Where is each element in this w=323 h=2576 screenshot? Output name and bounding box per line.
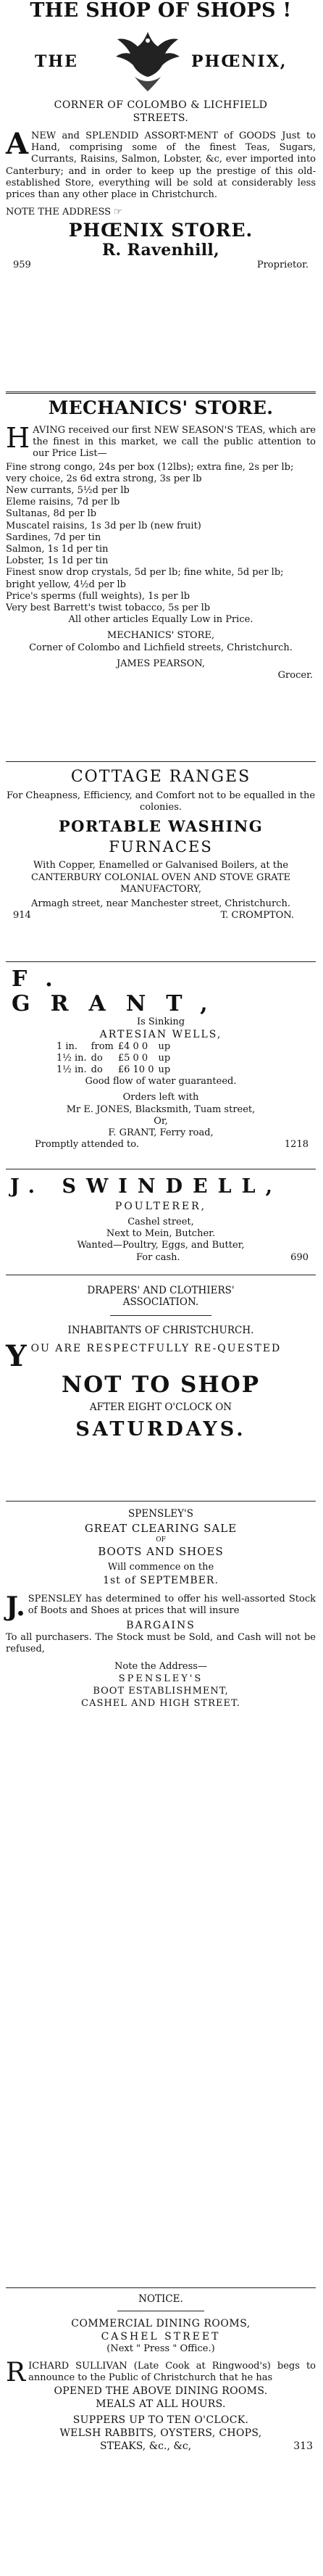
spensley-line5: Will commence on the xyxy=(107,1562,214,1573)
mechanics-advertisement xyxy=(6,397,316,682)
price-item: Muscatel raisins, 1s 3d per lb (new fruit) xyxy=(6,520,201,531)
dining-rooms-advertisement xyxy=(6,2293,316,2453)
drapers-line3: INHABITANTS OF CHRISTCHURCH. xyxy=(67,1325,254,1336)
drapers-line5: AFTER EIGHT O'CLOCK ON xyxy=(89,1401,232,1413)
grant-line2: ARTESIAN WELLS, xyxy=(99,1029,222,1041)
table-row: 1½ in. do £5 0 0 up xyxy=(56,1053,171,1064)
notice-line3: CASHEL STREET xyxy=(101,2331,221,2343)
phoenix-logo-row xyxy=(6,22,316,94)
mechanics-address: Corner of Colombo and Lichfield streets, Christchurch. xyxy=(29,642,293,653)
cottage-line2: With Copper, Enamelled or Galvanised Boilers, at the xyxy=(33,860,289,871)
divider xyxy=(6,961,316,962)
price-item: All other articles Equally Low in Price. xyxy=(68,614,253,626)
spensley-body2: To all purchasers. The Stock must be Sold, and Cash will not be refused, xyxy=(6,1631,316,1654)
grant-line5: Mr E. JONES, Blacksmith, Tuam street, xyxy=(66,1103,256,1115)
price-item: Sardines, 7d per tin xyxy=(6,531,101,543)
price-item: Salmon, 1s 1d per tin xyxy=(6,544,109,555)
spensley-line11: CASHEL AND HIGH STREET. xyxy=(81,1698,240,1710)
phoenix-proprietor-title: Proprietor. xyxy=(256,260,309,271)
notice-footer xyxy=(6,2440,316,2453)
divider xyxy=(6,1501,316,1502)
cottage-line3: CANTERBURY COLONIAL OVEN AND STOVE GRATE MANUFACTORY, xyxy=(31,871,290,895)
spensley-line3: OF xyxy=(156,1536,166,1544)
spensley-line6: 1st of SEPTEMBER. xyxy=(103,1575,219,1587)
notice-line8: WELSH RABBITS, OYSTERS, CHOPS, xyxy=(59,2427,262,2439)
price-item: New currants, 5½d per lb xyxy=(6,485,130,497)
cottage-owner: T. CROMPTON. xyxy=(220,910,294,922)
price-item: Price's sperms (full weights), 1s per lb xyxy=(6,590,190,602)
price-item: Finest snow drop crystals, 5d per lb; fine white, 5d per lb; bright yellow, 4½d per lb xyxy=(6,567,284,590)
cottage-number: 914 xyxy=(13,910,31,922)
phoenix-streets: STREETS. xyxy=(133,112,189,124)
grant-price-table xyxy=(56,1041,175,1076)
spensley-line7: BARGAINS xyxy=(126,1619,196,1631)
notice-line4: (Next " Press " Office.) xyxy=(106,2343,215,2354)
notice-line7: SUPPERS UP TO TEN O'CLOCK. xyxy=(72,2414,249,2426)
phoenix-name: PHŒNIX, xyxy=(191,52,288,71)
spensley-line10: BOOT ESTABLISHMENT, xyxy=(93,1686,229,1697)
phoenix-number: 959 xyxy=(13,260,31,271)
phoenix-corner: CORNER OF COLOMBO & LICHFIELD xyxy=(54,99,268,111)
mechanics-headline: MECHANICS' STORE. xyxy=(48,397,274,418)
drapers-headline: NOT TO SHOP xyxy=(61,1372,261,1398)
cottage-footer xyxy=(6,910,316,922)
price-item: Lobster, 1s 1d per tin xyxy=(6,555,109,567)
price-item: Fine strong congo, 24s per box (12lbs); extra fine, 2s per lb; very choice, 2s 6d extra strong, 3s per lb xyxy=(6,461,294,484)
divider xyxy=(6,2287,316,2288)
phoenix-footer xyxy=(6,260,316,271)
swindell-number: 690 xyxy=(290,1251,309,1263)
grant-headline: F. GRANT, xyxy=(12,966,228,1016)
grant-line7: F. GRANT, Ferry road, xyxy=(108,1127,214,1139)
table-row: 1 in. from £4 0 0 up xyxy=(56,1041,171,1053)
drapers-advertisement xyxy=(6,1285,316,1442)
divider xyxy=(110,1315,211,1316)
swindell-line2: Next to Mein, Butcher. xyxy=(106,1228,216,1240)
notice-line6: MEALS AT ALL HOURS. xyxy=(96,2398,226,2410)
grant-line8: Promptly attended to. xyxy=(35,1139,139,1151)
notice-line9: STEAKS, &c., &c, xyxy=(100,2440,192,2452)
phoenix-the: THE xyxy=(35,52,78,71)
notice-line2: COMMERCIAL DINING ROOMS, xyxy=(71,2318,251,2329)
mechanics-intro: HAVING received our first NEW SEASON'S TEAS, which are the finest in this market, we call the public attention to our Price List— xyxy=(6,422,316,460)
swindell-advertisement xyxy=(6,1175,316,1264)
price-item: Very best Barrett's twist tobacco, 5s per lb xyxy=(6,602,211,614)
price-item: Sultanas, 8d per lb xyxy=(6,508,97,520)
phoenix-drop-cap: A xyxy=(6,127,29,161)
spensley-advertisement xyxy=(6,1508,316,1710)
spensley-line1: SPENSLEY'S xyxy=(128,1508,193,1520)
price-item: Eleme raisins, 7d per lb xyxy=(6,497,120,508)
phoenix-note: NOTE THE ADDRESS ☞ xyxy=(6,207,122,218)
notice-line1: NOTICE. xyxy=(138,2293,183,2305)
drapers-line4: OU ARE RESPECTFULLY RE-QUESTED xyxy=(30,1343,282,1354)
swindell-headline: J. SWINDELL, xyxy=(10,1175,282,1198)
mechanics-price-list xyxy=(6,462,316,626)
phoenix-headline: THE SHOP OF SHOPS ! xyxy=(30,0,292,22)
drapers-drop-cap: Y xyxy=(6,1339,28,1373)
grant-footer xyxy=(6,1139,316,1151)
cottage-headline: COTTAGE RANGES xyxy=(70,768,251,786)
drapers-line1: DRAPERS' AND CLOTHIERS' xyxy=(87,1285,235,1296)
spensley-drop-cap: J. xyxy=(6,1591,25,1623)
spensley-line4: BOOTS AND SHOES xyxy=(98,1545,224,1558)
grant-line4: Orders left with xyxy=(122,1092,199,1103)
drapers-line4-row xyxy=(6,1339,316,1373)
grant-line3: Good flow of water guaranteed. xyxy=(85,1076,237,1088)
spensley-line8: Note the Address— xyxy=(114,1661,207,1673)
divider xyxy=(6,761,316,762)
notice-line5: OPENED THE ABOVE DINING ROOMS. xyxy=(54,2385,268,2397)
mechanics-store-line: MECHANICS' STORE, xyxy=(106,630,215,642)
notice-body: RICHARD SULLIVAN (Late Cook at Ringwood's) begs to announce to the Public of Christchurch that he has xyxy=(6,2358,316,2388)
phoenix-proprietor-name: R. Ravenhill, xyxy=(101,241,220,260)
grant-line1: Is Sinking xyxy=(136,1016,185,1027)
swindell-footer xyxy=(6,1252,316,1264)
grant-line6: Or, xyxy=(154,1115,168,1127)
cottage-ranges-advertisement xyxy=(6,767,316,922)
cottage-line4: Armagh street, near Manchester street, Christchurch. xyxy=(31,898,290,910)
drapers-headline2: SATURDAYS. xyxy=(75,1418,246,1441)
phoenix-body-text: NEW and SPLENDID ASSORT-MENT of GOODS Just to Hand, comprising some of the finest Teas, Sugars, Currants, Raisins, Salmon, Lobster, &c, ever imported into Canterbury; and in order to keep up the prestige of this old-established Store, everything will be sold at considerably less prices than any other place in Christchurch. xyxy=(6,131,316,201)
notice-drop-cap: R xyxy=(6,2358,26,2388)
mechanics-owner: JAMES PEARSON, xyxy=(116,658,206,669)
spensley-line9: SPENSLEY'S xyxy=(118,1673,204,1685)
swindell-line1: Cashel street, xyxy=(127,1217,194,1227)
mechanics-owner-title: Grocer. xyxy=(277,670,313,682)
cottage-headline2: PORTABLE WASHING xyxy=(58,817,264,836)
mechanics-drop-cap: H xyxy=(6,422,30,454)
swindell-line3: Wanted—Poultry, Eggs, and Butter, xyxy=(77,1240,245,1251)
notice-number: 313 xyxy=(293,2440,313,2452)
phoenix-store-name: PHŒNIX STORE. xyxy=(68,220,253,241)
grant-advertisement xyxy=(6,967,316,1151)
cottage-line1: For Cheapness, Efficiency, and Comfort not to be equalled in the colonies. xyxy=(6,790,316,813)
cottage-headline3: FURNACES xyxy=(109,838,213,856)
phoenix-advertisement xyxy=(6,0,316,271)
phoenix-body xyxy=(6,127,316,201)
swindell-trade: POULTERER, xyxy=(114,1201,207,1212)
grant-number: 1218 xyxy=(284,1139,309,1151)
swindell-line4: For cash. xyxy=(136,1251,180,1263)
table-row: 1½ in. do £6 10 0 up xyxy=(56,1064,171,1076)
phoenix-bird-icon xyxy=(113,25,183,94)
spensley-line2: GREAT CLEARING SALE xyxy=(84,1522,238,1535)
drapers-line2: ASSOCIATION. xyxy=(122,1296,199,1308)
divider xyxy=(6,392,316,394)
spensley-body: J. SPENSLEY has determined to offer his well-assorted Stock of Boots and Shoes at prices that will insure xyxy=(6,1591,316,1623)
